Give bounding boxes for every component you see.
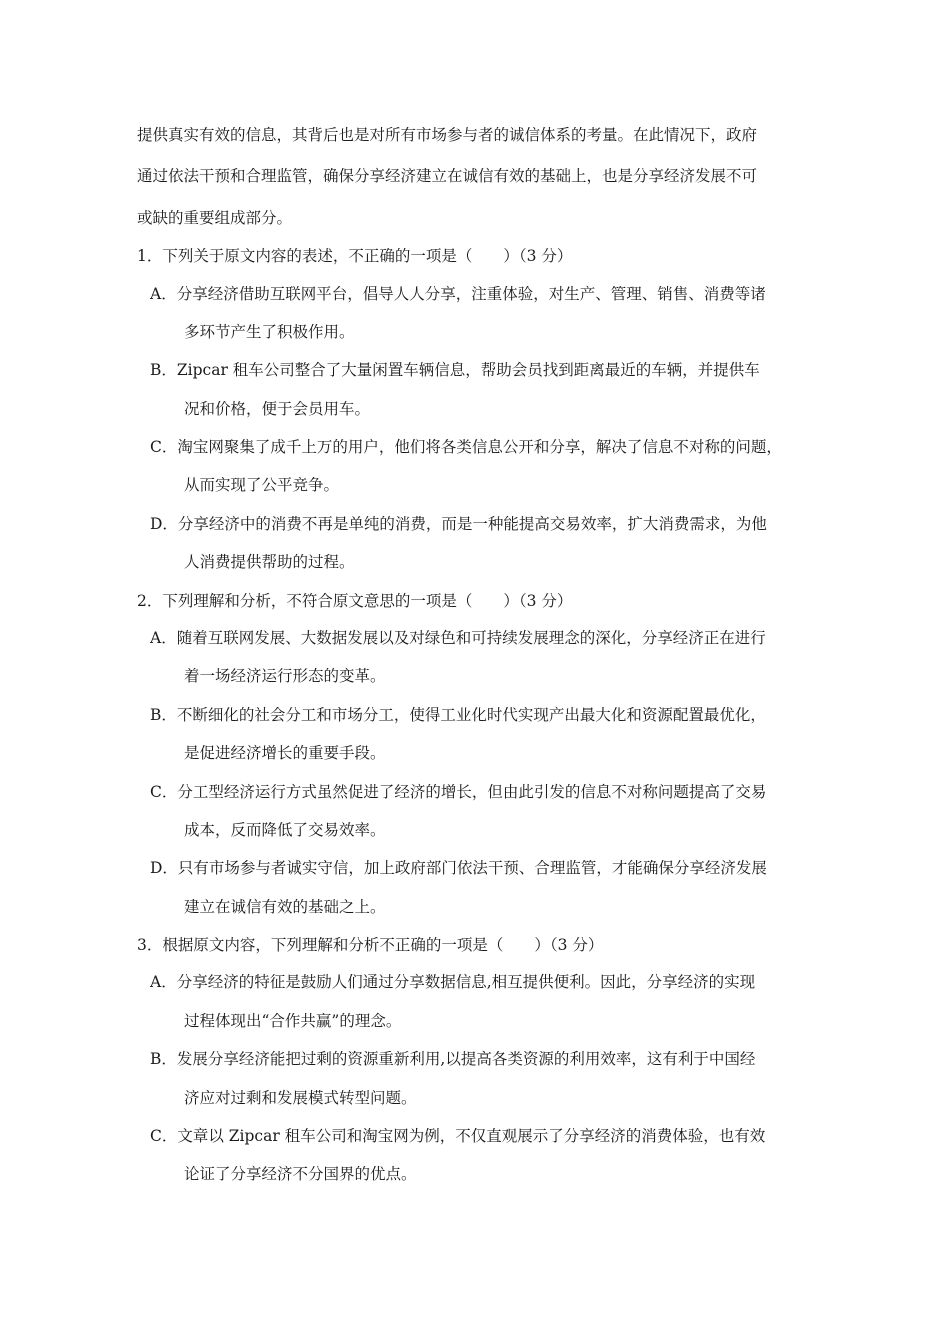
option-b-line: B．发展分享经济能把过剩的资源重新利用,以提高各类资源的利用效率，这有利于中国经	[150, 1050, 756, 1068]
option-c-continuation: 论证了分享经济不分国界的优点。	[184, 1165, 417, 1183]
option-c-continuation: 成本，反而降低了交易效率。	[184, 821, 386, 839]
option-b-continuation: 济应对过剩和发展模式转型问题。	[184, 1089, 417, 1107]
option-c-line: C．分工型经济运行方式虽然促进了经济的增长，但由此引发的信息不对称问题提高了交易	[150, 783, 767, 801]
question-stem: 1．下列关于原文内容的表述，不正确的一项是（ ）（3 分）	[137, 247, 573, 265]
option-b-line: B．不断细化的社会分工和市场分工，使得工业化时代实现产出最大化和资源配置最优化，	[150, 706, 766, 724]
question-stem: 3．根据原文内容，下列理解和分析不正确的一项是（ ）（3 分）	[137, 936, 604, 954]
paragraph-line: 提供真实有效的信息，其背后也是对所有市场参与者的诚信体系的考量。在此情况下，政府	[137, 126, 758, 144]
option-a-continuation: 多环节产生了积极作用。	[184, 323, 355, 341]
option-d-line: D．分享经济中的消费不再是单纯的消费，而是一种能提高交易效率，扩大消费需求，为他	[150, 515, 767, 533]
option-d-line: D．只有市场参与者诚实守信，加上政府部门依法干预、合理监管，才能确保分享经济发展	[150, 859, 767, 877]
option-b-line: B．Zipcar 租车公司整合了大量闲置车辆信息，帮助会员找到距离最近的车辆，并提供车	[150, 361, 760, 379]
option-c-line: C．淘宝网聚集了成千上万的用户，他们将各类信息公开和分享，解决了信息不对称的问题，	[150, 438, 782, 456]
paragraph-line: 通过依法干预和合理监管，确保分享经济建立在诚信有效的基础上，也是分享经济发展不可	[137, 167, 758, 185]
option-c-continuation: 从而实现了公平竞争。	[184, 476, 340, 494]
option-a-continuation: 过程体现出“合作共赢”的理念。	[184, 1012, 402, 1030]
option-a-continuation: 着一场经济运行形态的变革。	[184, 667, 386, 685]
option-b-continuation: 是促进经济增长的重要手段。	[184, 744, 386, 762]
option-d-continuation: 建立在诚信有效的基础之上。	[184, 898, 386, 916]
paragraph-line: 或缺的重要组成部分。	[137, 209, 293, 227]
option-a-line: A．分享经济借助互联网平台，倡导人人分享，注重体验，对生产、管理、销售、消费等诸	[150, 285, 766, 303]
option-d-continuation: 人消费提供帮助的过程。	[184, 553, 355, 571]
option-c-line: C．文章以 Zipcar 租车公司和淘宝网为例，不仅直观展示了分享经济的消费体验，也有效	[150, 1127, 766, 1145]
option-b-continuation: 况和价格，便于会员用车。	[184, 400, 371, 418]
question-stem: 2．下列理解和分析，不符合原文意思的一项是（ ）（3 分）	[137, 592, 573, 610]
option-a-line: A．随着互联网发展、大数据发展以及对绿色和可持续发展理念的深化，分享经济正在进行	[150, 629, 766, 647]
option-a-line: A．分享经济的特征是鼓励人们通过分享数据信息,相互提供便利。因此，分享经济的实现	[150, 973, 756, 991]
